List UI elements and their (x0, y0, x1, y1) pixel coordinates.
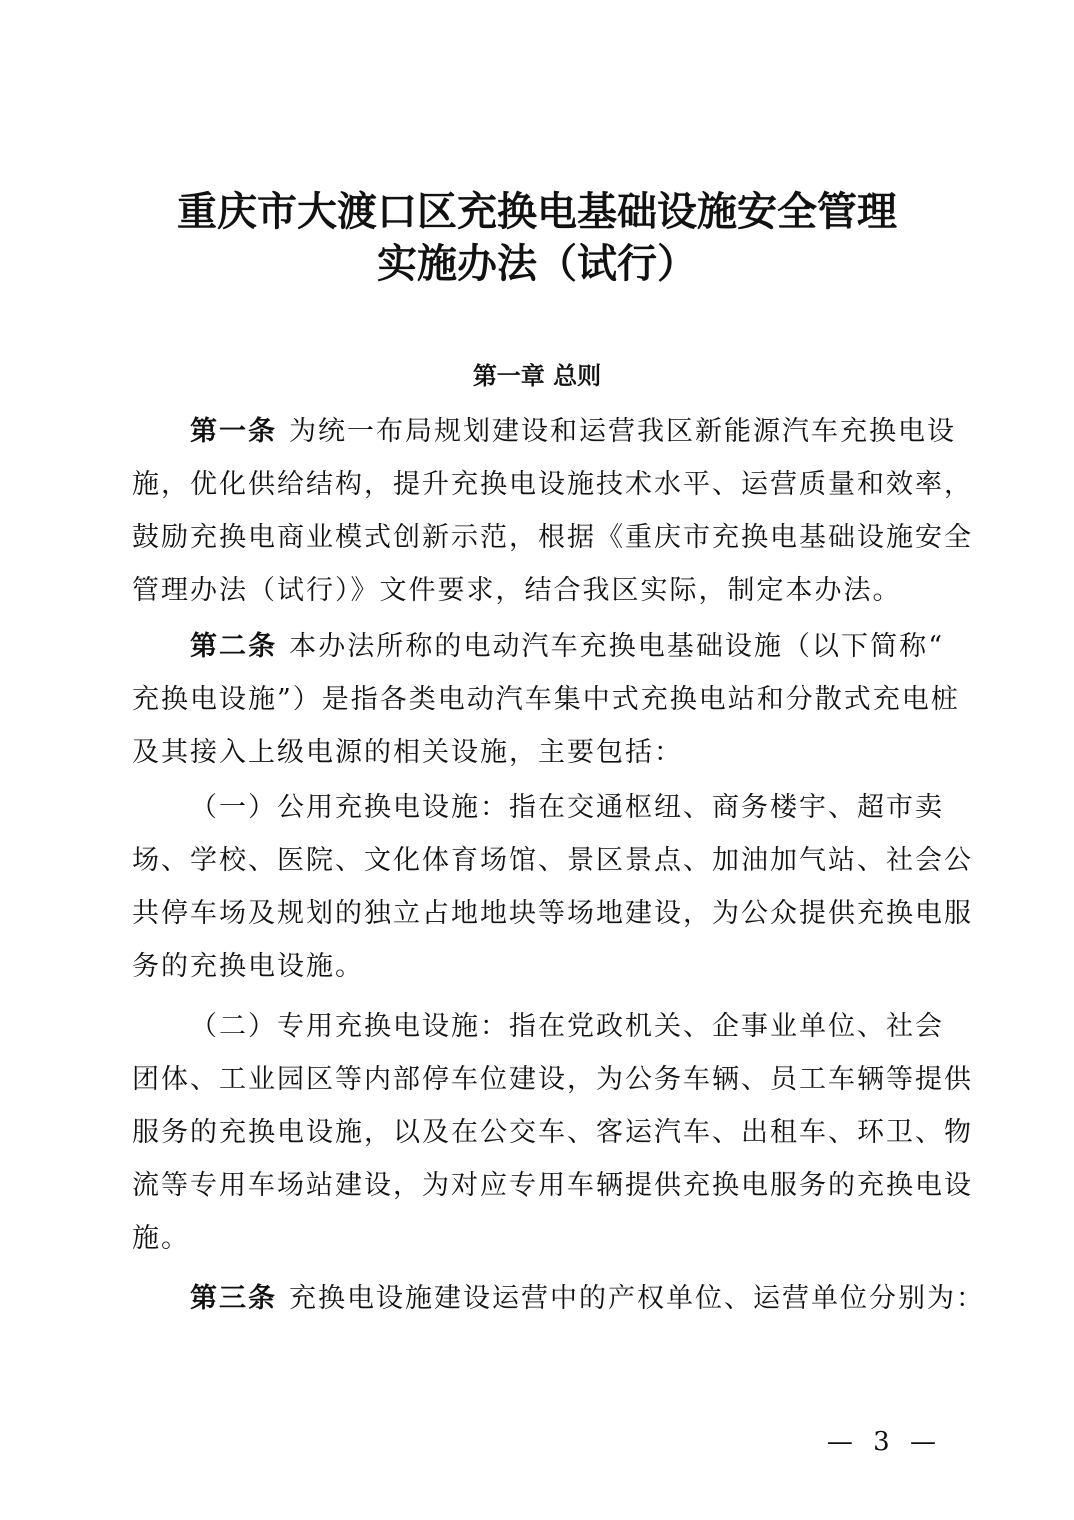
item-1-line-4: 务的充换电设施。 (132, 951, 364, 982)
article-1-line-1 (132, 405, 956, 458)
item-2-line-5: 施。 (132, 1223, 190, 1254)
chapter-heading: 第一章 总则 (472, 362, 602, 390)
item-2-line-4: 流等专用车场站建设，为对应专用车辆提供充换电服务的充换电设 (132, 1170, 973, 1201)
article-1-line-2: 施，优化供给结构，提升充换电设施技术水平、运营质量和效率， (132, 469, 973, 500)
article-2 (132, 620, 960, 779)
item-1-line-1: （一）公用充换电设施：指在交通枢纽、商务楼宇、超市卖 (190, 792, 944, 823)
article-1 (132, 405, 973, 617)
article-2-line-1 (132, 620, 944, 673)
article-1-text-1: 为统一布局规划建设和运营我区新能源汽车充换电设 (289, 416, 956, 447)
article-3-line-1 (132, 1272, 985, 1325)
item-2-line-2: 团体、工业园区等内部停车位建设，为公务车辆、员工车辆等提供 (132, 1064, 973, 1095)
article-1-line-4: 管理办法（试行）》文件要求，结合我区实际，制定本办法。 (132, 575, 902, 606)
page-number: — 3 — (826, 1427, 942, 1457)
article-2-line-2: 充换电设施”）是指各类电动汽车集中式充换电站和分散式充电桩 (132, 684, 960, 715)
item-1-line-2: 场、学校、医院、文化体育场馆、景区景点、加油加气站、社会公 (132, 845, 973, 876)
article-1-line-3: 鼓励充换电商业模式创新示范，根据《重庆市充换电基础设施安全 (132, 522, 973, 553)
article-2-text-1: 本办法所称的电动汽车充换电基础设施（以下简称“ (289, 631, 945, 662)
article-2-line-3: 及其接入上级电源的相关设施，主要包括： (132, 737, 683, 768)
article-3-label: 第三条 (190, 1283, 277, 1314)
article-1-label: 第一条 (190, 416, 277, 447)
document-title-line-1: 重庆市大渡口区充换电基础设施安全管理 (177, 188, 897, 235)
item-2-line-1: （二）专用充换电设施：指在党政机关、企事业单位、社会 (190, 1011, 944, 1042)
item-2 (132, 1000, 973, 1265)
item-1-line-3: 共停车场及规划的独立占地地块等场地建设，为公众提供充换电服 (132, 898, 973, 929)
item-1 (132, 781, 973, 993)
article-3-text-1: 充换电设施建设运营中的产权单位、运营单位分别为： (289, 1283, 985, 1314)
article-3 (132, 1272, 985, 1325)
document-title-line-2: 实施办法（试行） (377, 240, 697, 287)
item-2-line-3: 服务的充换电设施，以及在公交车、客运汽车、出租车、环卫、物 (132, 1117, 973, 1148)
article-2-label: 第二条 (190, 631, 278, 662)
